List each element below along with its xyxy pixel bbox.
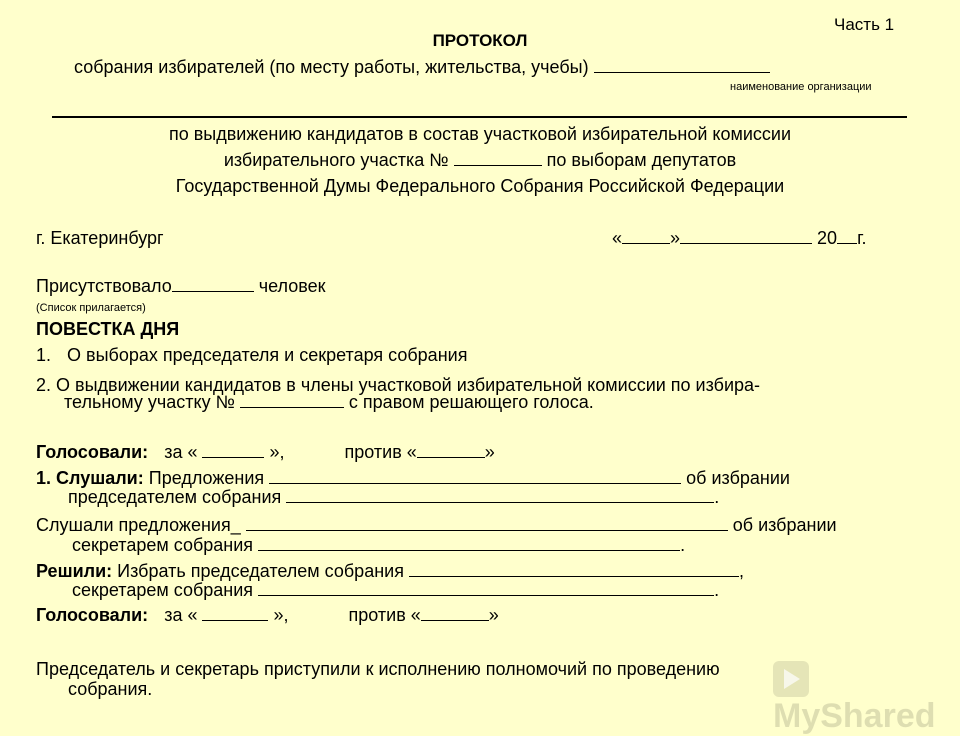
purpose-line-3: Государственной Думы Федерального Собрания Российской Федерации xyxy=(175,176,785,196)
elected-secretary-blank xyxy=(258,580,714,596)
precinct-number-blank-2 xyxy=(240,392,344,408)
votes-against-blank-2 xyxy=(421,605,489,621)
attendance-count-blank xyxy=(172,276,254,292)
org-note: наименование организации xyxy=(730,81,872,93)
elections-label: по выборам депутатов xyxy=(546,150,737,170)
votes-against-blank xyxy=(417,442,485,458)
agenda-heading: ПОВЕСТКА ДНЯ xyxy=(36,319,180,339)
secretary-nominee-blank-2 xyxy=(258,535,680,551)
attendance-line: Присутствовало человек xyxy=(36,276,326,296)
closing-line-2: собрания. xyxy=(68,679,153,699)
secretary-nominee-blank xyxy=(246,515,728,531)
subtitle-line xyxy=(74,57,770,78)
heard-2-line-2: секретарем собрания . xyxy=(72,535,686,555)
purpose-line-2 xyxy=(0,150,960,171)
closing-line-1: Председатель и секретарь приступили к исполнению полномочий по проведению xyxy=(36,659,720,679)
votes-for-blank-2 xyxy=(202,605,268,621)
heard-1-line-2: председателем собрания . xyxy=(68,487,720,507)
heard-2-line-1: Слушали предложения_ об избрании xyxy=(36,515,837,535)
precinct-label: избирательного участка № xyxy=(223,150,449,170)
agenda-item-2-line-1: 2. О выдвижении кандидатов в члены участковой избирательной комиссии по избира- xyxy=(36,375,761,395)
purpose-line-1: по выдвижению кандидатов в состав участковой избирательной комиссии xyxy=(168,124,792,144)
agenda-item-1: 1. О выборах председателя и секретаря собрания xyxy=(36,345,468,365)
date-line: « » 20 г. xyxy=(612,228,867,248)
year-blank xyxy=(837,228,857,244)
votes-for-blank xyxy=(202,442,264,458)
month-blank xyxy=(680,228,812,244)
org-name-full-blank xyxy=(52,116,907,118)
chair-nominee-blank-2 xyxy=(286,487,714,503)
vote-line-2: Голосовали: за « », против « » xyxy=(36,605,499,625)
day-blank xyxy=(622,228,670,244)
decided-line-1: Решили: Избрать председателем собрания , xyxy=(36,561,744,581)
elected-chair-blank xyxy=(409,561,739,577)
decided-line-2: секретарем собрания . xyxy=(72,580,720,600)
agenda-item-2-line-2: тельному участку № с правом решающего голоса. xyxy=(64,392,594,412)
attendance-note: (Список прилагается) xyxy=(36,302,146,314)
document-title: ПРОТОКОЛ xyxy=(432,31,528,50)
chair-nominee-blank xyxy=(269,468,681,484)
play-icon xyxy=(773,661,809,697)
part-label: Часть 1 xyxy=(834,15,895,34)
precinct-number-blank xyxy=(454,150,542,166)
heard-1-line-1: 1. Слушали: Предложения об избрании xyxy=(36,468,790,488)
org-name-blank xyxy=(594,57,770,73)
subtitle-text: собрания избирателей (по месту работы, жительства, учебы) xyxy=(74,57,589,77)
vote-line-1: Голосовали: за « », против « » xyxy=(36,442,495,462)
watermark: MyShared xyxy=(773,658,960,736)
city: г. Екатеринбург xyxy=(36,228,164,248)
